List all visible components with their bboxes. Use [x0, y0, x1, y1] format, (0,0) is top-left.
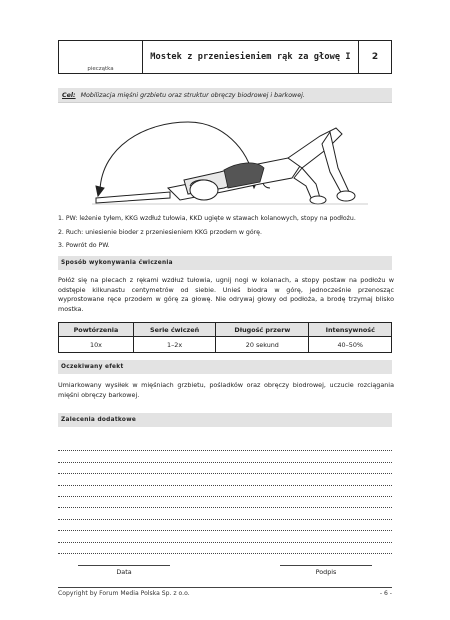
goal-label: Cel:	[62, 91, 76, 99]
note-line[interactable]	[58, 463, 392, 474]
page-footer	[58, 590, 392, 597]
exercise-illustration	[88, 108, 372, 208]
stamp-label: pieczątka	[87, 66, 114, 72]
value-repetitions: 10x	[59, 337, 134, 353]
effect-heading: Oczekiwany efekt	[58, 360, 392, 374]
header-intensity: Intensywność	[309, 323, 392, 337]
signature-field[interactable]: Podpis	[280, 565, 372, 576]
note-line[interactable]	[58, 531, 392, 542]
header-break-length: Długość przerw	[216, 323, 309, 337]
exercise-title: Mostek z przeniesieniem rąk za głowę I	[143, 41, 359, 73]
date-signature-field[interactable]: Data	[78, 565, 170, 576]
step-item: 1. PW: leżenie tyłem, KKG wzdłuż tułowia, KKD ugięte w stawach kolanowych, stopy na podłożu.	[58, 215, 356, 222]
footer-divider	[58, 587, 392, 588]
effect-text: Umiarkowany wysiłek w mięśniach grzbietu, pośladków oraz obręczy biodrowej, uczucie rozciągania mięśni obręczy barkowej.	[58, 381, 394, 399]
value-break-length: 20 sekund	[216, 337, 309, 353]
note-line[interactable]	[58, 451, 392, 462]
note-line[interactable]	[58, 440, 392, 451]
note-line[interactable]	[58, 520, 392, 531]
goal-bar	[58, 88, 392, 103]
step-item: 3. Powrót do PW.	[58, 242, 110, 249]
note-line[interactable]	[58, 474, 392, 485]
step-item: 2. Ruch: uniesienie bioder z przeniesieniem KKG przodem w górę.	[58, 228, 262, 236]
method-text: Połóż się na plecach z rękami wzdłuż tułowia, ugnij nogi w kolanach, a stopy postaw na podłożu w odstępie kilkunastu centymetrów od siebie. Unieś biodra w górę, jednocześnie przenosząc wyprostowane ręce przodem w górę za głowę. Nie odrywaj głowy od podłoża, a brodę trzymaj blisko mostka.	[58, 276, 394, 313]
recommendations-heading: Zalecenia dodatkowe	[58, 413, 392, 427]
person-figure	[96, 128, 355, 204]
note-line[interactable]	[58, 486, 392, 497]
note-line[interactable]	[58, 508, 392, 519]
exercise-number: 2	[371, 52, 379, 62]
notes-area[interactable]	[58, 440, 392, 554]
header-sets: Serie ćwiczeń	[133, 323, 215, 337]
value-sets: 1–2x	[133, 337, 215, 353]
stamp-box	[59, 41, 143, 73]
copyright-text: Copyright by Forum Media Polska Sp. z o.o.	[58, 590, 190, 597]
note-line[interactable]	[58, 497, 392, 508]
header-repetitions: Powtórzenia	[59, 323, 134, 337]
table-header-row	[59, 323, 392, 337]
exercise-header	[58, 40, 392, 74]
note-line[interactable]	[58, 543, 392, 554]
goal-text: Mobilizacja mięśni grzbietu oraz struktur obręczy biodrowej i barkowej.	[80, 91, 305, 99]
parameters-table	[58, 322, 392, 353]
steps-list	[58, 212, 398, 253]
page-number: - 6 -	[379, 590, 392, 597]
value-intensity: 40–50%	[309, 337, 392, 353]
table-row	[59, 337, 392, 353]
method-heading: Sposób wykonywania ćwiczenia	[58, 256, 392, 270]
